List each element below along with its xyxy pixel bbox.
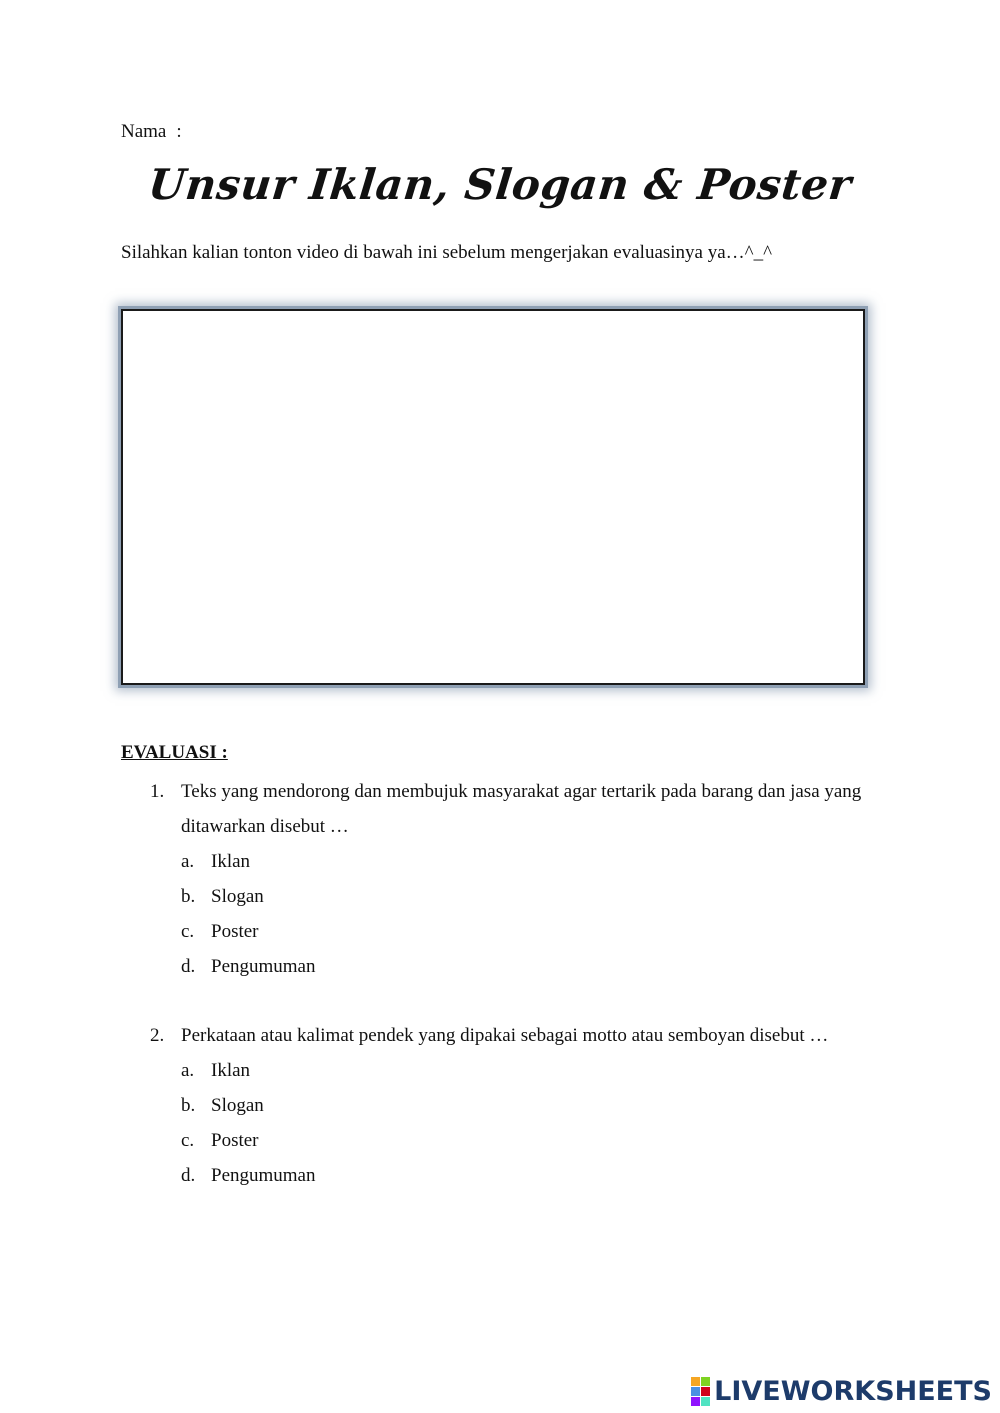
option-a[interactable] xyxy=(181,844,880,879)
option-label: Iklan xyxy=(211,1060,251,1081)
option-list xyxy=(181,1053,880,1193)
evaluation-heading: EVALUASI : xyxy=(121,742,228,763)
option-letter: b. xyxy=(181,1095,196,1116)
option-label: Slogan xyxy=(211,886,264,907)
option-a[interactable] xyxy=(181,1053,880,1088)
option-letter: d. xyxy=(181,956,196,977)
question-2 xyxy=(150,1018,880,1193)
option-label: Poster xyxy=(211,1130,259,1151)
logo-block xyxy=(691,1377,700,1386)
liveworksheets-branding xyxy=(691,1376,992,1407)
question-1 xyxy=(150,774,880,984)
option-label: Poster xyxy=(211,921,259,942)
brand-text: LIVEWORKSHEETS xyxy=(714,1376,992,1407)
option-label: Iklan xyxy=(211,851,251,872)
logo-block xyxy=(701,1387,710,1396)
liveworksheets-logo-icon xyxy=(691,1377,710,1406)
logo-block xyxy=(701,1397,710,1406)
option-c[interactable] xyxy=(181,1123,880,1158)
option-c[interactable] xyxy=(181,914,880,949)
question-text: Perkataan atau kalimat pendek yang dipakai sebagai motto atau semboyan disebut … xyxy=(181,1025,829,1046)
logo-block xyxy=(701,1377,710,1386)
name-label: Nama xyxy=(121,121,167,142)
worksheet-title: Unsur Iklan, Slogan & Poster xyxy=(146,160,854,209)
option-letter: a. xyxy=(181,851,195,872)
question-number: 2. xyxy=(150,1025,165,1046)
option-list xyxy=(181,844,880,984)
logo-block xyxy=(691,1397,700,1406)
option-d[interactable] xyxy=(181,1158,880,1193)
name-colon: : xyxy=(176,121,182,142)
option-label: Pengumuman xyxy=(211,956,316,977)
option-letter: c. xyxy=(181,921,195,942)
name-line xyxy=(121,121,182,143)
intro-text: Silahkan kalian tonton video di bawah ini sebelum mengerjakan evaluasinya ya…^_^ xyxy=(121,242,772,263)
question-number: 1. xyxy=(150,781,165,802)
option-label: Slogan xyxy=(211,1095,264,1116)
option-letter: b. xyxy=(181,886,196,907)
option-letter: d. xyxy=(181,1165,196,1186)
option-label: Pengumuman xyxy=(211,1165,316,1186)
option-d[interactable] xyxy=(181,949,880,984)
option-letter: c. xyxy=(181,1130,195,1151)
question-text: Teks yang mendorong dan membujuk masyarakat agar tertarik pada barang dan jasa yang ditawarkan disebut … xyxy=(181,781,862,837)
video-embed-frame[interactable] xyxy=(121,309,865,685)
option-letter: a. xyxy=(181,1060,195,1081)
option-b[interactable] xyxy=(181,879,880,914)
option-b[interactable] xyxy=(181,1088,880,1123)
logo-block xyxy=(691,1387,700,1396)
